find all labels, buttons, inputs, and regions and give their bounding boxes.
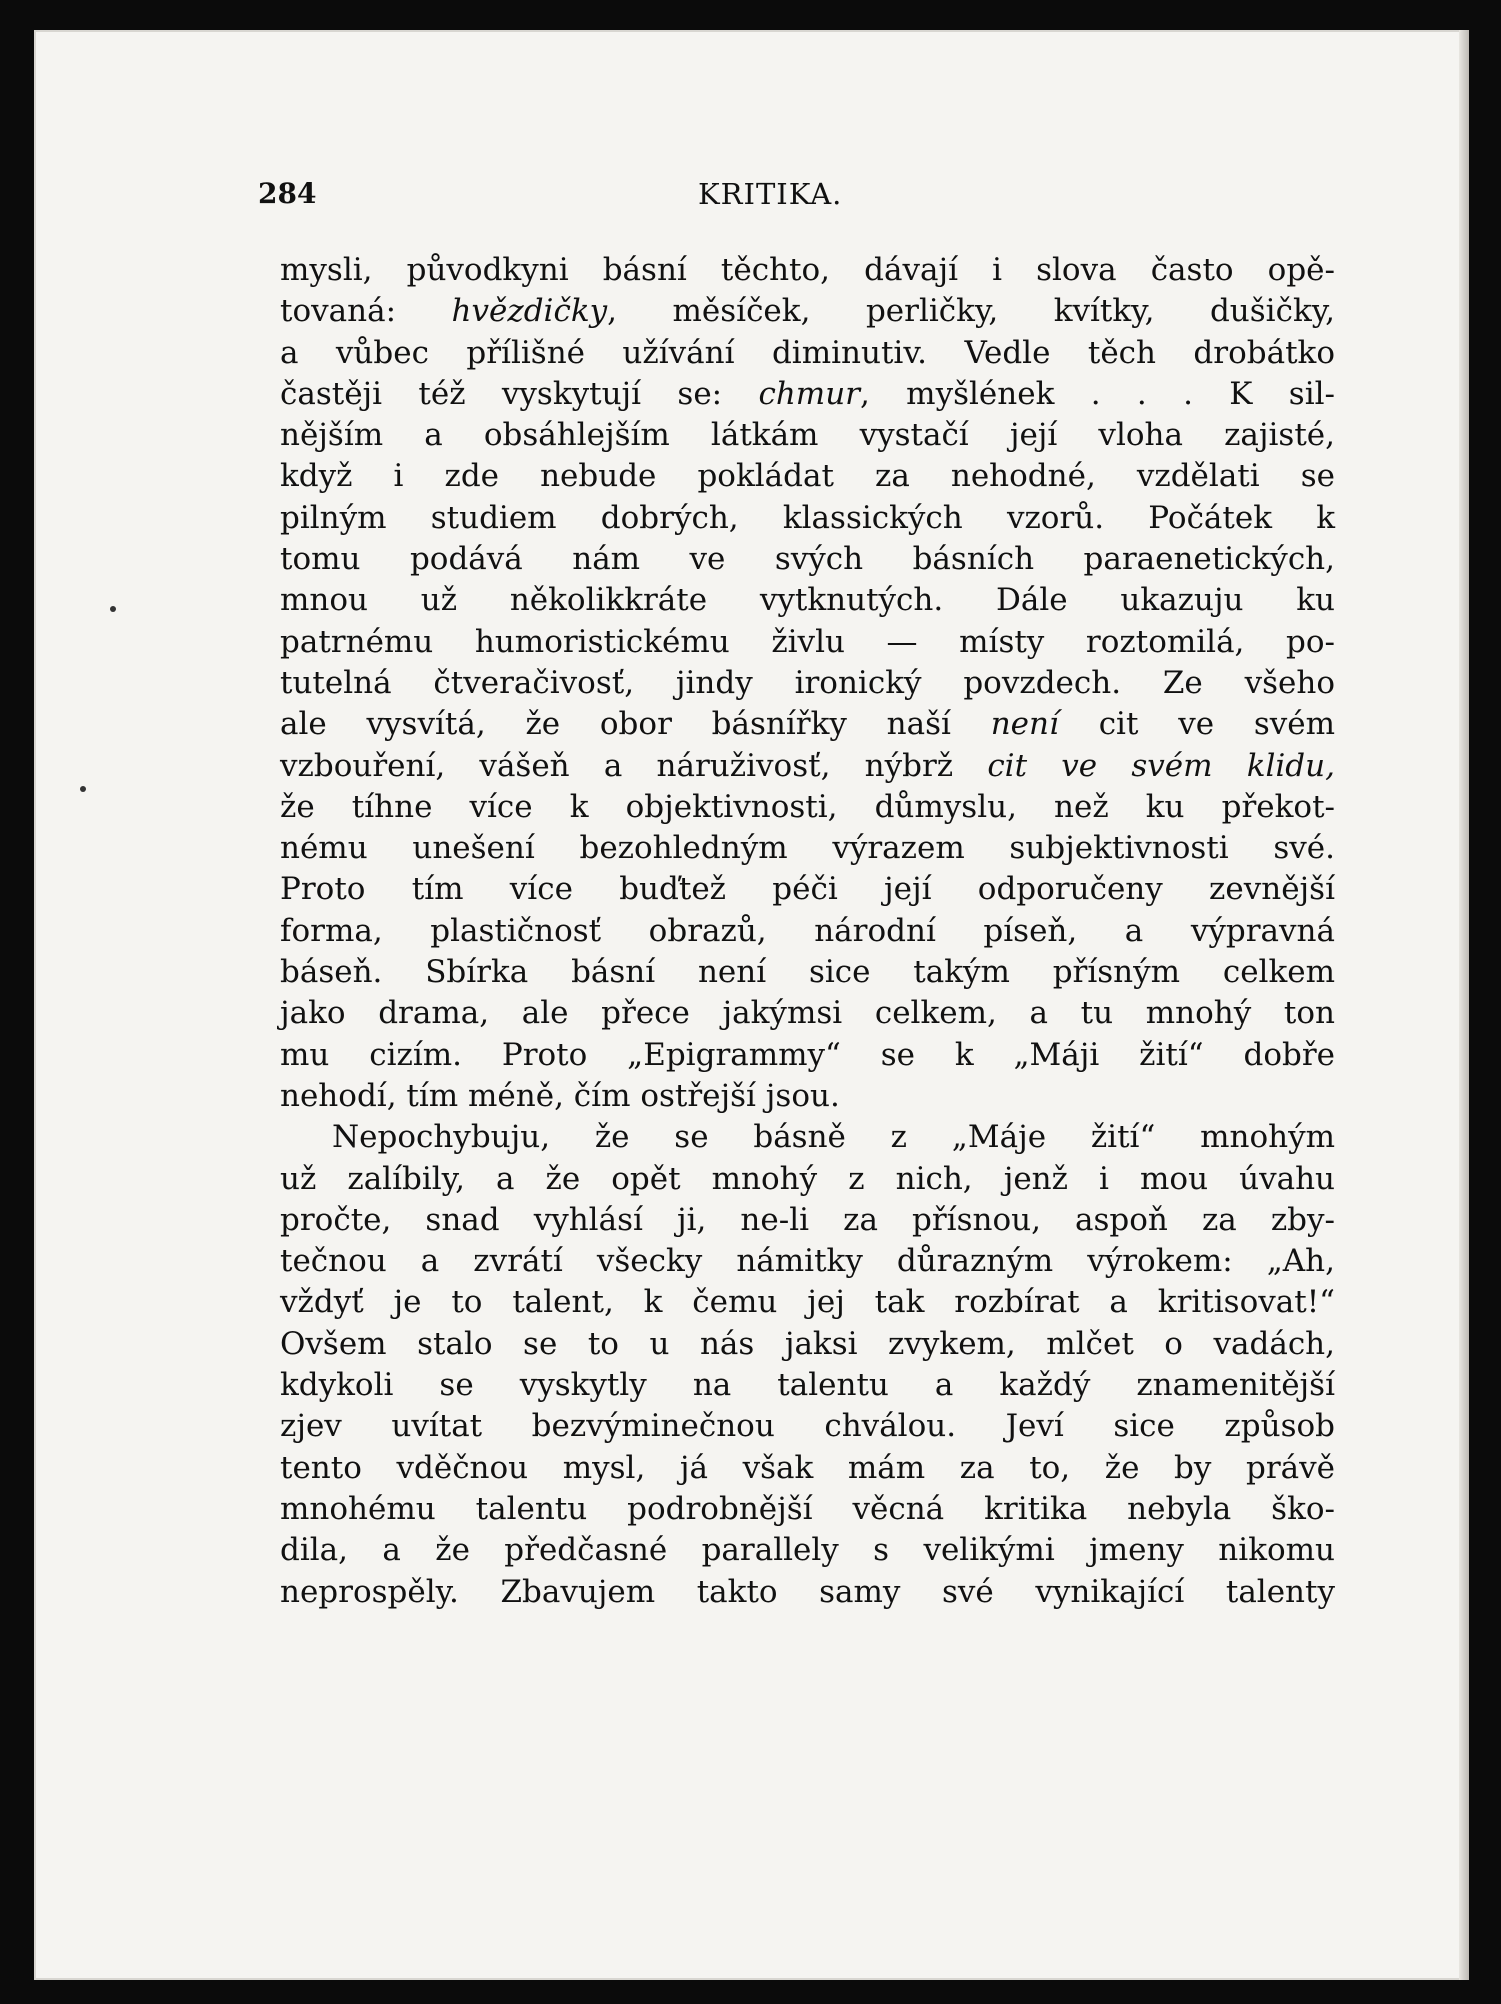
text-line: tutelná čtveračivosť, jindy ironický povzdech. Ze všeho [280, 664, 1335, 701]
text-line: forma, plastičnosť obrazů, národní píseň, a výpravná [280, 912, 1335, 949]
text-line: mysli, původkyni básní těchto, dávají i slova často opě- [280, 252, 1335, 288]
text-line: tomu podává nám ve svých básních paraenetických, [280, 541, 1335, 578]
page-header [258, 177, 1343, 217]
italic-word: hvězdičky [451, 293, 608, 330]
text-line: kdykoli se vyskytly na talentu a každý znamenitější [280, 1367, 1335, 1404]
text-line: neprospěly. Zbavujem takto samy své vynikající talenty [280, 1573, 1335, 1610]
text-line: už zalíbily, a že opět mnohý z nich, jenž i mou úvahu [280, 1160, 1335, 1197]
text-line: nehodí, tím méně, čím ostřejší jsou. [280, 1077, 840, 1114]
text-line: když i zde nebude pokládat za nehodné, vzdělati se [280, 458, 1335, 495]
margin-speck [110, 606, 116, 612]
text-line: vzbouření, vášeň a náruživosť, nýbrž cit ve svém klidu, [280, 747, 1335, 784]
text-line: ale vysvítá, že obor básnířky naší není cit ve svém [280, 706, 1335, 743]
text-line: Ovšem stalo se to u nás jaksi zvykem, mlčet o vadách, [280, 1325, 1335, 1362]
text-line: že tíhne více k objektivnosti, důmyslu, než ku překot- [280, 788, 1335, 825]
text-line: zjev uvítat bezvýminečnou chválou. Jeví sice způsob [280, 1408, 1335, 1445]
text-line: tovaná: hvězdičky, měsíček, perličky, kvítky, dušičky, [280, 293, 1335, 330]
text-line: mnou už několikkráte vytknutých. Dále ukazuju ku [280, 582, 1335, 619]
text-line: dila, a že předčasné parallely s velikými jmeny nikomu [280, 1532, 1335, 1569]
page-edge [1459, 30, 1469, 1980]
text-line: častěji též vyskytují se: chmur, myšlének . . . K sil- [280, 375, 1335, 412]
text-line: pilným studiem dobrých, klassických vzorů. Počátek k [280, 499, 1335, 536]
text-line: vždyť je to talent, k čemu jej tak rozbírat a kritisovat!“ [280, 1284, 1335, 1321]
text-line: mu cizím. Proto „Epigrammy“ se k „Máji žití“ dobře [280, 1036, 1335, 1073]
text-line: tečnou a zvrátí všecky námitky důrazným výrokem: „Ah, [280, 1243, 1335, 1280]
margin-speck [80, 786, 86, 792]
text-line: a vůbec přílišné užívání diminutiv. Vedle těch drobátko [280, 334, 1335, 371]
text-line: pročte, snad vyhlásí ji, ne-li za přísnou, aspoň za zby- [280, 1201, 1335, 1238]
italic-word: není [990, 706, 1059, 743]
text-line: tento vděčnou mysl, já však mám za to, že by právě [280, 1449, 1335, 1486]
page-number: 284 [258, 177, 317, 210]
italic-word: chmur [758, 375, 860, 412]
italic-phrase: cit ve svém klidu, [987, 747, 1335, 784]
text-line: patrnému humoristickému živlu — místy roztomilá, po- [280, 623, 1335, 660]
text-line: báseň. Sbírka básní není sice takým přísným celkem [280, 954, 1335, 991]
text-line: nějším a obsáhlejším látkám vystačí její vloha zajisté, [280, 417, 1335, 454]
text-line: mnohému talentu podrobnější věcná kritika nebyla ško- [280, 1490, 1335, 1527]
text-line: Nepochybuju, že se básně z „Máje žití“ mnohým [332, 1119, 1335, 1156]
body-text [280, 250, 1335, 1613]
text-line: jako drama, ale přece jakýmsi celkem, a tu mnohý ton [280, 995, 1335, 1032]
text-line: nému unešení bezohledným výrazem subjektivnosti své. [280, 830, 1335, 867]
text-line: Proto tím více buďtež péči její odporučeny zevnější [280, 871, 1335, 908]
running-title: KRITIKA. [698, 177, 843, 211]
